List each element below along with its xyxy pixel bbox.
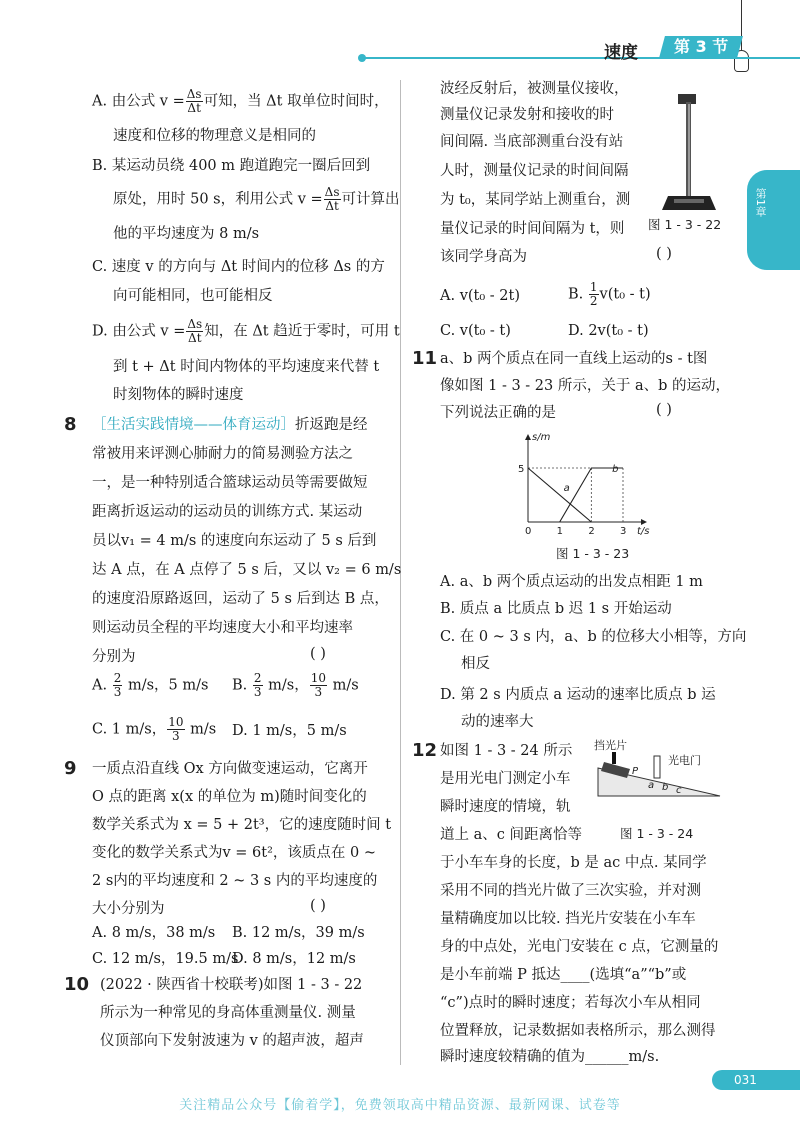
- question-11-line3: 下列说法正确的是: [440, 405, 556, 421]
- question-11-option-d-line1: D. 第 2 s 内质点 a 运动的速率比质点 b 运: [440, 687, 716, 703]
- gate-label: 光电门: [668, 754, 701, 767]
- header-section-badge: 第 3 节: [659, 36, 743, 58]
- point-b-label: b: [662, 782, 669, 793]
- question-10-cont-line1: 波经反射后，被测量仪接收，: [440, 81, 629, 97]
- s-t-graph: [508, 430, 673, 540]
- question-9-option-b: B. 12 m/s，39 m/s: [232, 925, 365, 941]
- shade-label: 挡光片: [594, 739, 627, 752]
- question-10-line2: 所示为一种常见的身高体重测量仪. 测量: [100, 1005, 356, 1021]
- figure-1-3-23-caption: 图 1 - 3 - 23: [556, 546, 630, 561]
- figure-1-3-24-caption: 图 1 - 3 - 24: [620, 826, 694, 841]
- figure-1-3-22-caption: 图 1 - 3 - 22: [648, 217, 722, 232]
- q7-option-a-line1: A. 由公式 v = $\frac{\Delta s}{\Delta t}$ 可知，当 Δt 取单位时间时，: [92, 87, 389, 115]
- question-8-option-c: C. 1 m/s， $\frac{10}{3}$ m/s: [92, 715, 217, 743]
- shading-plate: [612, 752, 616, 764]
- question-8-answer-blank[interactable]: ( ): [310, 646, 326, 662]
- question-11-answer-blank[interactable]: ( ): [656, 402, 672, 418]
- question-10-cont-line6: 量仪记录的时间间隔为 t，则: [440, 221, 625, 237]
- q7-option-d-line3: 时刻物体的瞬时速度: [113, 387, 244, 403]
- question-9-line5: 2 s内的平均速度和 2 ~ 3 s 内的平均速度的: [92, 873, 378, 889]
- question-9-line6: 大小分别为: [92, 901, 165, 917]
- question-9-number: 9: [64, 758, 77, 779]
- q7-option-a-line2: 速度和位移的物理意义是相同的: [113, 128, 316, 144]
- header-dot: [358, 54, 366, 62]
- y-axis-arrow-icon: [525, 434, 531, 440]
- question-10-cont-line2: 测量仪记录发射和接收的时: [440, 107, 614, 123]
- question-9-answer-blank[interactable]: ( ): [310, 898, 326, 914]
- question-10-line3: 仪顶部向下发射波速为 v 的超声波，超声: [100, 1033, 364, 1049]
- point-a-label: a: [648, 780, 655, 791]
- y-axis-label: s/m: [532, 432, 551, 443]
- question-8-number: 8: [64, 414, 77, 435]
- question-10-answer-blank[interactable]: ( ): [656, 246, 672, 262]
- question-12-line9: 是小车前端 P 抵达____(选填“a”“b”或: [440, 967, 687, 983]
- question-12-number: 12: [412, 740, 438, 761]
- height-scale-illustration: [660, 88, 730, 218]
- question-8-line8: 则运动员全程的平均速度大小和平均速率: [92, 620, 353, 636]
- question-8-option-a: A. $\frac{2}{3}$ m/s，5 m/s: [92, 671, 209, 699]
- question-9-line2: O 点的距离 x(x 的单位为 m)随时间变化的: [92, 789, 367, 805]
- question-9-option-a: A. 8 m/s，38 m/s: [92, 925, 216, 941]
- page-number-tab: [712, 1070, 800, 1090]
- question-12-line5: 于小车车身的长度，b 是 ac 中点. 某同学: [440, 855, 707, 871]
- q7-option-b-line1: B. 某运动员绕 400 m 跑道跑完一圈后回到: [92, 158, 371, 174]
- question-12-line8: 身的中点处，光电门安装在 c 点，它测量的: [440, 939, 719, 955]
- page-number: 031: [734, 1073, 757, 1087]
- q7-option-b-line3: 他的平均速度为 8 m/s: [113, 226, 260, 242]
- question-8-line3: 一，是一种特别适合篮球运动员等需要做短: [92, 475, 368, 491]
- series-b-label: b: [612, 464, 619, 475]
- photogate-illustration: [592, 738, 727, 800]
- q7-option-b-line2: 原处，用时 50 s，利用公式 v = $\frac{\Delta s}{\Delta t}$ 可计算出: [113, 185, 400, 213]
- question-8-line9: 分别为: [92, 649, 136, 665]
- header-section-title: 速度: [604, 43, 638, 63]
- x-tick-label: 2: [588, 526, 595, 537]
- chapter-side-tab-label: 第1章: [754, 188, 767, 217]
- question-11-option-b: B. 质点 a 比质点 b 迟 1 s 开始运动: [440, 601, 672, 617]
- question-8-context-tag: ［生活实践情境——体育运动］: [92, 417, 295, 433]
- question-12-line3: 瞬时速度的情境，轨: [440, 799, 571, 815]
- question-8-option-d: D. 1 m/s，5 m/s: [232, 723, 347, 739]
- chapter-side-tab: [747, 170, 800, 270]
- question-12-line7: 量精确度加以比较. 挡光片安装在小车车: [440, 911, 696, 927]
- question-12-line2: 是用光电门测定小车: [440, 771, 571, 787]
- x-tick-label: 3: [620, 526, 627, 537]
- photogate-icon: [654, 756, 660, 778]
- question-11-option-d-line2: 动的速率大: [461, 714, 534, 730]
- question-10-line1: (2022 · 陕西省十校联考)如图 1 - 3 - 22: [100, 977, 363, 993]
- question-10-number: 10: [64, 974, 90, 995]
- point-p-label: P: [632, 766, 639, 777]
- question-8-line7: 的速度沿原路返回，运动了 5 s 后到达 B 点，: [92, 591, 389, 607]
- q7-option-c-line2: 向可能相同，也可能相反: [113, 288, 273, 304]
- question-8-line4: 距离折返运动的运动员的训练方式. 某运动: [92, 504, 363, 520]
- question-11-option-c-line1: C. 在 0 ~ 3 s 内，a、b 的位移大小相等，方向: [440, 629, 747, 645]
- question-8-line2: 常被用来评测心肺耐力的简易测验方法之: [92, 446, 353, 462]
- question-8-line6: 达 A 点，在 A 点停了 5 s 后，又以 v₂ = 6 m/s: [92, 562, 402, 578]
- y-tick-label: 5: [518, 464, 525, 475]
- point-c-label: c: [676, 785, 682, 796]
- q7-option-d-line1: D. 由公式 v = $\frac{\Delta s}{\Delta t}$ 知，在 Δt 趋近于零时，可用 t: [92, 317, 400, 345]
- footer-watermark-text: 关注精品公众号【偷着学】，免费领取高中精品资源、最新网课、试卷等: [179, 1098, 621, 1113]
- question-8-line1: ［生活实践情境——体育运动］折返跑是经: [92, 417, 368, 433]
- question-10-option-a: A. v(t₀ - 2t): [440, 288, 521, 304]
- question-9-line3: 数学关系式为 x = 5 + 2t³，它的速度随时间 t: [92, 817, 392, 833]
- question-9-line1: 一质点沿直线 Ox 方向做变速运动，它离开: [92, 761, 368, 777]
- question-8-option-b: B. $\frac{2}{3}$ m/s， $\frac{10}{3}$ m/s: [232, 671, 359, 699]
- question-10-option-b: B. $\frac{1}{2}$ v(t₀ - t): [568, 280, 651, 308]
- question-11-option-a: A. a、b 两个质点运动的出发点相距 1 m: [440, 574, 703, 590]
- question-9-line4: 变化的数学关系式为v = 6t²，该质点在 0 ~: [92, 845, 377, 861]
- lamp-wire: [741, 0, 742, 52]
- question-12-line6: 采用不同的挡光片做了三次实验，并对测: [440, 883, 701, 899]
- question-11-number: 11: [412, 348, 438, 369]
- question-10-cont-line4: 人时，测量仪记录的时间间隔: [440, 163, 629, 179]
- question-12-line1: 如图 1 - 3 - 24 所示: [440, 743, 573, 759]
- question-11-line2: 像如图 1 - 3 - 23 所示，关于 a、b 的运动，: [440, 378, 730, 394]
- question-8-line5: 员以v₁ = 4 m/s 的速度向东运动了 5 s 后到: [92, 533, 377, 549]
- question-11-line1: a、b 两个质点在同一直线上运动的s - t图: [440, 351, 708, 367]
- question-9-option-c: C. 12 m/s，19.5 m/s: [92, 951, 239, 967]
- question-12-line12: 瞬时速度较精确的值为______m/s.: [440, 1049, 660, 1065]
- x-tick-label: 0: [525, 526, 532, 537]
- q7-option-c-line1: C. 速度 v 的方向与 Δt 时间内的位移 Δs 的方: [92, 259, 385, 275]
- question-10-cont-line5: 为 t₀，某同学站上测重台，测: [440, 192, 631, 208]
- question-11-option-c-line2: 相反: [461, 656, 490, 672]
- question-10-cont-line3: 间间隔. 当底部测重台没有站: [440, 134, 624, 150]
- question-12-line11: 位置释放，记录数据如表格所示，那么测得: [440, 1023, 716, 1039]
- series-a-label: a: [563, 483, 570, 494]
- question-12-line10: “c”)点时的瞬时速度；若每次小车从相同: [440, 995, 701, 1011]
- scale-platform-top: [674, 199, 704, 203]
- question-12-line4: 道上 a、c 间距离恰等: [440, 827, 582, 843]
- question-10-cont-line7: 该同学身高为: [440, 249, 527, 265]
- x-axis-arrow-icon: [641, 519, 647, 525]
- x-axis-label: t/s: [637, 526, 650, 537]
- question-9-option-d: D. 8 m/s，12 m/s: [232, 951, 356, 967]
- q7-option-d-line2: 到 t + Δt 时间内物体的平均速度来代替 t: [113, 359, 380, 375]
- x-tick-label: 1: [556, 526, 564, 537]
- series-a-line: [528, 468, 591, 522]
- question-10-option-c: C. v(t₀ - t): [440, 323, 511, 339]
- scale-pole-highlight: [688, 104, 690, 196]
- question-10-option-d: D. 2v(t₀ - t): [568, 323, 649, 339]
